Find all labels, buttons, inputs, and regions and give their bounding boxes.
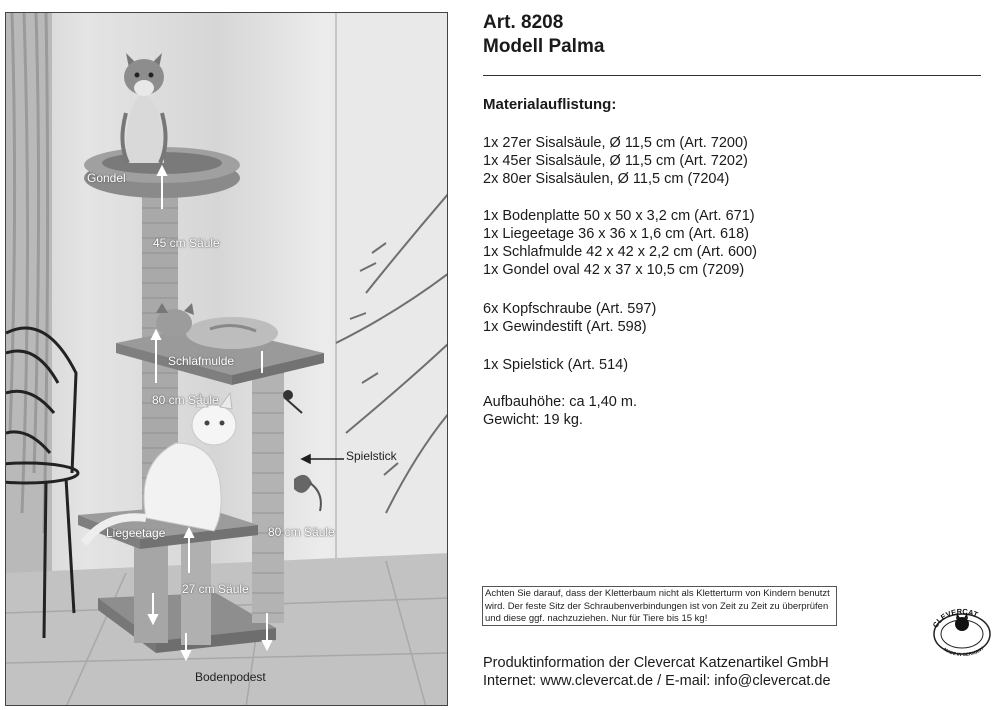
material-item: 6x Kopfschraube (Art. 597) (483, 301, 657, 317)
article-number: Art. 8208 (483, 12, 564, 33)
material-item: 1x 45er Sisalsäule, Ø 11,5 cm (Art. 7202) (483, 153, 748, 169)
material-item: 1x Bodenplatte 50 x 50 x 3,2 cm (Art. 671) (483, 208, 755, 224)
product-photo (5, 12, 448, 706)
label-45cm-post: 45 cm Säule (153, 236, 220, 250)
clevercat-seal-logo (930, 604, 994, 656)
label-27cm-post: 27 cm Säule (182, 582, 249, 596)
label-schlafmulde: Schlafmulde (168, 354, 235, 368)
label-liegeetage: Liegeetage (106, 526, 166, 540)
materials-heading: Materialauflistung: (483, 96, 617, 113)
weight: Gewicht: 19 kg. (483, 412, 583, 428)
company-info: Produktinformation der Clevercat Katzenartikel GmbH (483, 655, 829, 671)
header-divider (483, 75, 981, 76)
cat-top (122, 53, 165, 163)
material-item: 1x 27er Sisalsäule, Ø 11,5 cm (Art. 7200) (483, 135, 748, 151)
label-spielstick: Spielstick (346, 449, 397, 463)
material-item: 1x Spielstick (Art. 514) (483, 357, 629, 373)
seal-tagline: MADE IN GERMANY (942, 645, 985, 656)
wall-corner (336, 13, 448, 573)
build-height: Aufbauhöhe: ca 1,40 m. (483, 394, 637, 410)
play-stick (283, 390, 321, 511)
material-item: 1x Schlafmulde 42 x 42 x 2,2 cm (Art. 600) (483, 244, 758, 260)
label-bodenpodest: Bodenpodest (195, 670, 266, 684)
safety-notice: Achten Sie darauf, dass der Kletterbaum nicht als Kletterturm von Kindern benutzt wird. Der feste Sitz der Schraubenverbindungen ist von Zeit zu Zeit zu überprüfen und diese ggf. nachzuziehen. Nur für Tiere bis 15 kg! (482, 586, 837, 626)
label-80cm-post-left: 80 cm Säule (152, 393, 219, 407)
cat-head-icon (955, 617, 969, 631)
material-item: 1x Gondel oval 42 x 37 x 10,5 cm (7209) (483, 262, 745, 278)
label-80cm-post-right: 80 cm Säule (268, 525, 335, 539)
material-item: 1x Liegeetage 36 x 36 x 1,6 cm (Art. 618) (483, 226, 749, 242)
seal-brand: CLEVERCAT (930, 606, 980, 630)
model-name: Modell Palma (483, 36, 605, 57)
material-item: 2x 80er Sisalsäulen, Ø 11,5 cm (7204) (483, 171, 730, 187)
contact-info: Internet: www.clevercat.de / E-mail: info@clevercat.de (483, 673, 831, 689)
material-item: 1x Gewindestift (Art. 598) (483, 319, 647, 335)
label-gondel: Gondel (87, 171, 126, 185)
